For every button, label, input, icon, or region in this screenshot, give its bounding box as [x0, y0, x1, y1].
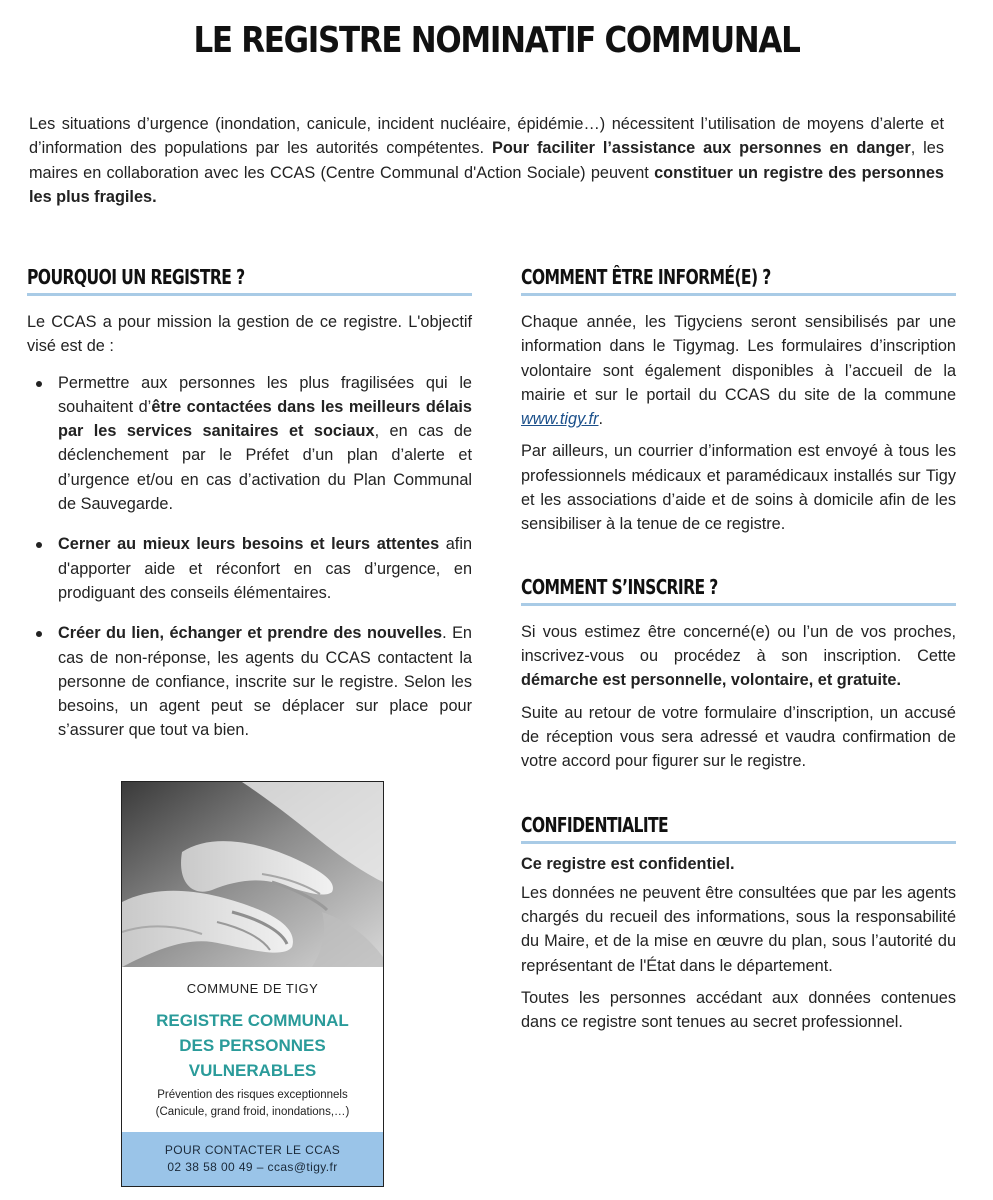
- section-divider: [27, 293, 472, 296]
- intro-bold-2: constituer un registre des personnes les plus fragiles.: [29, 163, 944, 206]
- informe-paragraph-1: [521, 310, 956, 431]
- section-heading-inscrire: COMMENT S’INSCRIRE ?: [521, 574, 718, 599]
- page-title: LE REGISTRE NOMINATIF COMMUNAL: [193, 20, 800, 61]
- section-inscrire: [521, 575, 956, 774]
- inscrire-text: Si vous estimez être concerné(e) ou l’un de vos proches, inscrivez-vous ou procédez à son inscription. Cette: [521, 622, 956, 665]
- section-divider: [521, 293, 956, 296]
- intro-text-1: Les situations d’urgence (inondation, canicule, incident nucléaire, épidémie…) nécessitent l’utilisation de moyens d’alerte et d’information des populations par les autorités compétentes.: [29, 115, 944, 158]
- bullet-icon: [36, 542, 42, 548]
- bullet-text: . En cas de non-réponse, les agents du CCAS contactent la personne de confiance, inscrite sur le registre. Selon les besoins, un agent peut se déplacer sur place pour s’assurer que tout va bien.: [58, 624, 472, 740]
- right-column: [521, 265, 956, 1043]
- confidentialite-paragraph-2: Toutes les personnes accédant aux données contenues dans ce registre sont tenues au secret professionnel.: [521, 988, 956, 1032]
- contact-line: 02 38 58 00 49 – ccas@tigy.fr: [167, 1160, 338, 1174]
- list-item: [27, 532, 472, 605]
- informe-text-end: .: [598, 410, 604, 429]
- list-item: [27, 371, 472, 517]
- brochure-heading: [122, 1008, 383, 1083]
- informe-paragraph-2: Par ailleurs, un courrier d’information est envoyé à tous les professionnels médicaux et paramédicaux installés sur Tigy et les associations d’aide et de soins à domicile afin de les sensibiliser à la tenue de ce registre.: [521, 442, 956, 534]
- brochure-heading-line: VULNERABLES: [188, 1061, 317, 1080]
- section-pourquoi: [27, 265, 472, 759]
- intro-text-2: , les maires en collaboration avec les CCAS (Centre Communal d'Action Sociale) peuvent: [29, 139, 944, 182]
- section-divider: [521, 603, 956, 606]
- bullet-icon: [36, 381, 42, 387]
- intro-bold-1: Pour faciliter l’assistance aux personnes en danger: [491, 139, 911, 158]
- brochure-org: COMMUNE DE TIGY: [186, 981, 319, 996]
- inscrire-paragraph-1: [521, 620, 956, 693]
- section-heading-informe: COMMENT ÊTRE INFORMÉ(E) ?: [521, 265, 771, 289]
- section-confidentialite: [521, 813, 956, 1034]
- pourquoi-lead: Le CCAS a pour mission la gestion de ce registre. L'objectif visé est de :: [27, 313, 472, 356]
- site-link[interactable]: www.tigy.fr: [521, 410, 599, 429]
- intro-paragraph: [29, 112, 944, 209]
- confidentialite-lead-bold: Ce registre est confidentiel.: [521, 855, 735, 874]
- section-heading-pourquoi: POURQUOI UN REGISTRE ?: [27, 265, 245, 289]
- brochure-subtitle-line: Prévention des risques exceptionnels: [157, 1089, 348, 1101]
- inscrire-paragraph-2: Suite au retour de votre formulaire d’inscription, un accusé de réception vous sera adressé et vaudra confirmation de votre accord pour figurer sur le registre.: [521, 703, 956, 771]
- confidentialite-lead: [521, 852, 956, 876]
- informe-text: Chaque année, les Tigyciens seront sensibilisés par une information dans le Tigymag. Les formulaires d’inscription volontaire sont également disponibles à l’accueil de la mairie et sur le portail du CCAS du site de la commune: [521, 313, 956, 404]
- brochure-subtitle-line: (Canicule, grand froid, inondations,…): [155, 1106, 350, 1118]
- hands-photo: [122, 782, 383, 967]
- bullet-bold: Cerner au mieux leurs besoins et leurs attentes: [58, 535, 440, 554]
- objectives-list: [27, 371, 472, 743]
- brochure-subtitle: [122, 1087, 383, 1121]
- bullet-bold: être contactées dans les meilleurs délais par les services sanitaires et sociaux: [58, 397, 472, 441]
- brochure-cover: [121, 781, 384, 1187]
- bullet-text: afin d'apporter aide et réconfort en cas d’urgence, en prodiguant des conseils élémentaires.: [58, 535, 472, 602]
- confidentialite-paragraph-1: Les données ne peuvent être consultées que par les agents chargés du recueil des informations, sous la responsabilité du Maire, et de la mise en œuvre du plan, sous l’autorité du représentant de l'État dans le département.: [521, 883, 956, 975]
- section-heading-confidentialite: CONFIDENTIALITE: [521, 813, 669, 838]
- bullet-icon: [36, 631, 42, 637]
- list-item: [27, 621, 472, 742]
- bullet-text: , en cas de déclenchement par le Préfet d’un plan d’alerte et d’urgence et/ou en cas d’activation du Plan Communal de Sauvegarde.: [58, 422, 472, 514]
- brochure-contact: [122, 1132, 383, 1186]
- brochure-heading-line: DES PERSONNES: [179, 1036, 326, 1055]
- brochure-heading-line: REGISTRE COMMUNAL: [156, 1011, 349, 1030]
- contact-line: POUR CONTACTER LE CCAS: [164, 1143, 341, 1157]
- section-divider: [521, 841, 956, 844]
- bullet-text: Permettre aux personnes les plus fragilisées qui le souhaitent d’: [58, 373, 472, 416]
- inscrire-bold: démarche est personnelle, volontaire, et gratuite.: [521, 671, 902, 690]
- section-informe: [521, 265, 956, 537]
- bullet-bold: Créer du lien, échanger et prendre des nouvelles: [58, 624, 443, 643]
